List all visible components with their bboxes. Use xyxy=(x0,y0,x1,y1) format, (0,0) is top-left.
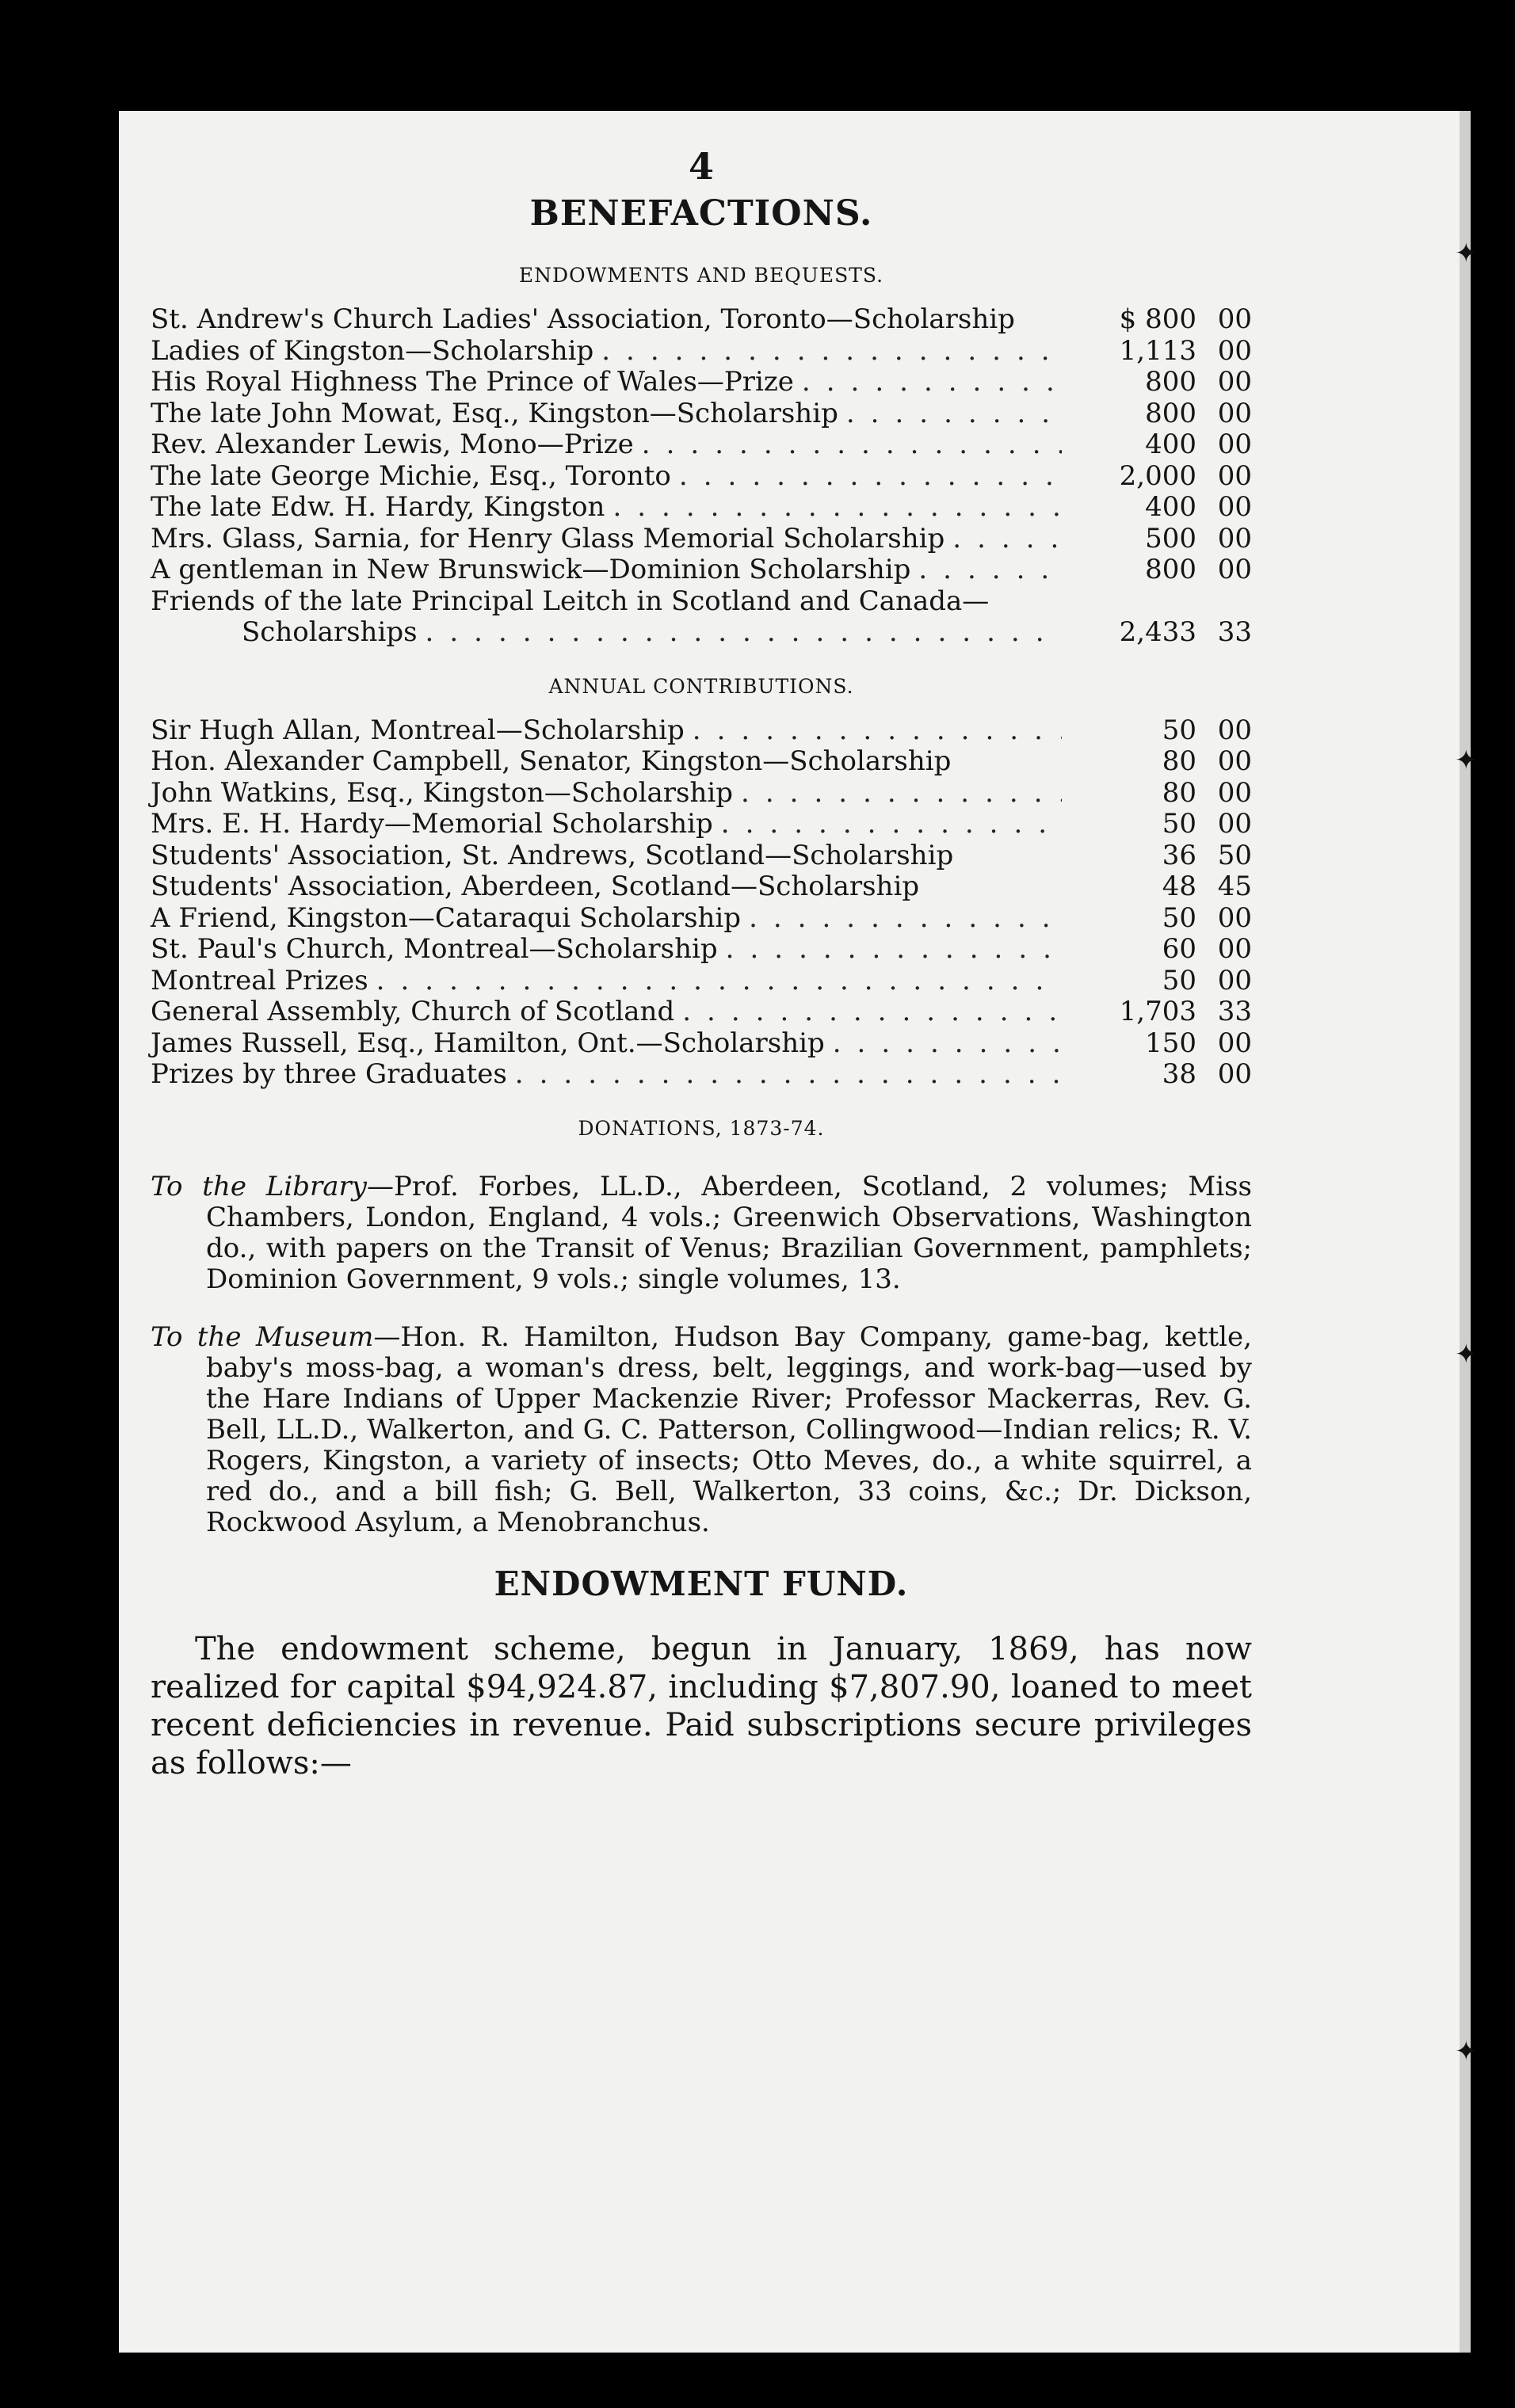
section-heading-donations: DONATIONS, 1873-74. xyxy=(578,1116,825,1140)
row-cents: 00 xyxy=(1217,429,1252,460)
row-cents: 00 xyxy=(1217,554,1252,585)
dot-leader xyxy=(910,554,1062,586)
row-cents: 33 xyxy=(1217,996,1252,1027)
row-amount: 60 xyxy=(1162,933,1196,965)
row-label: Mrs. E. H. Hardy—Memorial Scholarship xyxy=(151,808,713,840)
page-content xyxy=(151,143,1252,1782)
dot-leader xyxy=(741,903,1062,935)
donation-text: —Prof. Forbes, LL.D., Aberdeen, Scotland, 2 volumes; Miss Chambers, London, England, 4 vols.; Greenwich Observations, Washington do., with papers on the Transit of Venus; Brazilian Government, pamphlets; Dominion Government, 9 vols.; single volumes, 13. xyxy=(206,1170,1252,1295)
table-row xyxy=(151,715,1252,747)
table-row xyxy=(151,367,1252,398)
binding-mark-icon: ✦ xyxy=(1455,238,1478,269)
row-cents: 00 xyxy=(1217,933,1252,965)
row-amount: 50 xyxy=(1162,714,1196,746)
row-label: Scholarships xyxy=(242,616,418,648)
dot-leader xyxy=(718,934,1062,966)
row-label: Friends of the late Principal Leitch in Scotland and Canada— xyxy=(151,585,990,617)
row-cents: 00 xyxy=(1217,901,1252,934)
page-title: BENEFACTIONS. xyxy=(529,193,873,234)
row-amount: 48 xyxy=(1162,871,1196,902)
row-cents: 50 xyxy=(1217,839,1252,871)
row-label: A gentleman in New Brunswick—Dominion Scholarship xyxy=(151,554,911,585)
dot-leader xyxy=(507,1059,1062,1091)
row-amount: 38 xyxy=(1162,1058,1196,1090)
table-row xyxy=(151,429,1252,461)
table-row xyxy=(151,336,1252,368)
row-label: The late Edw. H. Hardy, Kingston xyxy=(151,491,605,523)
row-cents: 00 xyxy=(1217,491,1252,523)
annual-contributions-list xyxy=(151,715,1252,1091)
row-amount: 50 xyxy=(1162,964,1196,996)
row-label: His Royal Highness The Prince of Wales—Prize xyxy=(151,366,794,398)
row-amount: 2,000 xyxy=(1119,459,1196,492)
page-gutter-shadow xyxy=(1460,111,1471,2353)
row-amount: 50 xyxy=(1162,901,1196,934)
row-amount: 50 xyxy=(1162,808,1196,840)
donation-paragraph xyxy=(151,1172,1252,1295)
donation-recipient: To the Museum xyxy=(151,1320,374,1353)
table-row xyxy=(151,1028,1252,1060)
dot-leader xyxy=(593,336,1062,368)
row-cents: 00 xyxy=(1217,1058,1252,1090)
table-row xyxy=(151,617,1252,649)
table-row xyxy=(151,903,1252,935)
row-cents: 00 xyxy=(1217,964,1252,996)
table-row xyxy=(151,746,1252,778)
table-row xyxy=(151,398,1252,430)
table-row xyxy=(151,840,1252,872)
row-label: The late George Michie, Esq., Toronto xyxy=(151,459,671,492)
row-amount: 400 xyxy=(1145,429,1196,460)
dot-leader xyxy=(671,461,1062,493)
row-cents: 00 xyxy=(1217,745,1252,777)
row-cents: 00 xyxy=(1217,397,1252,429)
row-label: Sir Hugh Allan, Montreal—Scholarship xyxy=(151,714,685,746)
table-row xyxy=(151,524,1252,555)
row-label: General Assembly, Church of Scotland xyxy=(151,996,675,1027)
row-cents: 00 xyxy=(1217,366,1252,398)
row-label: The late John Mowat, Esq., Kingston—Scholarship xyxy=(151,397,838,429)
table-row xyxy=(151,586,1252,618)
row-cents: 00 xyxy=(1217,714,1252,746)
row-label: Students' Association, St. Andrews, Scotland—Scholarship xyxy=(151,839,954,871)
table-row xyxy=(151,966,1252,997)
donations-list xyxy=(151,1172,1252,1538)
row-amount: 800 xyxy=(1145,554,1196,585)
row-label: St. Paul's Church, Montreal—Scholarship xyxy=(151,933,718,965)
dot-leader xyxy=(634,429,1062,461)
dot-leader xyxy=(713,809,1062,840)
table-row xyxy=(151,934,1252,966)
dot-leader xyxy=(674,996,1062,1028)
row-amount: 800 xyxy=(1145,366,1196,398)
table-row xyxy=(151,809,1252,840)
binding-mark-icon: ✦ xyxy=(1455,745,1478,776)
row-amount: 2,433 xyxy=(1119,616,1196,648)
dot-leader xyxy=(605,492,1062,524)
row-label: Hon. Alexander Campbell, Senator, Kingston—Scholarship xyxy=(151,745,952,777)
dot-leader xyxy=(418,617,1062,649)
row-cents: 00 xyxy=(1217,303,1252,335)
dot-leader xyxy=(368,966,1062,997)
endowment-fund-title: ENDOWMENT FUND. xyxy=(494,1564,909,1603)
table-row xyxy=(151,996,1252,1028)
row-amount: 1,703 xyxy=(1119,996,1196,1027)
row-amount: 80 xyxy=(1162,745,1196,777)
row-label: Rev. Alexander Lewis, Mono—Prize xyxy=(151,429,634,460)
row-cents: 00 xyxy=(1217,522,1252,554)
table-row xyxy=(151,554,1252,586)
row-amount: 1,113 xyxy=(1119,334,1196,367)
row-label: St. Andrew's Church Ladies' Association, Toronto—Scholarship xyxy=(151,303,1015,335)
donation-recipient: To the Library xyxy=(151,1170,367,1202)
row-cents: 00 xyxy=(1217,776,1252,809)
row-label: Mrs. Glass, Sarnia, for Henry Glass Memorial Scholarship xyxy=(151,522,945,554)
table-row xyxy=(151,1059,1252,1091)
row-label: Montreal Prizes xyxy=(151,964,368,996)
row-cents: 33 xyxy=(1217,616,1252,648)
binding-mark-icon: ✦ xyxy=(1455,1339,1478,1370)
row-label: John Watkins, Esq., Kingston—Scholarship xyxy=(151,776,734,809)
row-amount: 150 xyxy=(1145,1027,1196,1059)
dot-leader xyxy=(794,367,1062,398)
table-row xyxy=(151,871,1252,903)
dot-leader xyxy=(825,1028,1062,1060)
row-cents: 00 xyxy=(1217,334,1252,367)
row-cents: 00 xyxy=(1217,459,1252,492)
endowment-fund-paragraph: The endowment scheme, begun in January, 1869, has now realized for capital $94,924.87, including $7,807.90, loaned to meet recent deficiencies in revenue. Paid subscriptions secure privileges as follows:— xyxy=(151,1630,1252,1781)
table-row xyxy=(151,304,1252,336)
row-amount: 80 xyxy=(1162,776,1196,809)
row-label: James Russell, Esq., Hamilton, Ont.—Scholarship xyxy=(151,1027,825,1059)
row-cents: 00 xyxy=(1217,808,1252,840)
endowments-list xyxy=(151,304,1252,649)
donation-paragraph xyxy=(151,1322,1252,1538)
row-amount: 400 xyxy=(1145,491,1196,523)
donation-text: —Hon. R. Hamilton, Hudson Bay Company, game-bag, kettle, baby's moss-bag, a woman's dress, belt, leggings, and work-bag—used by the Hare Indians of Upper Mackenzie River; Professor Mackerras, Rev. G. Bell, LL.D., Walkerton, and G. C. Patterson, Collingwood—Indian relics; R. V. Rogers, Kingston, a variety of insects; Otto Meves, do., a white squirrel, a red do., and a bill fish; G. Bell, Walkerton, 33 coins, &c.; Dr. Dickson, Rockwood Asylum, a Menobranchus. xyxy=(206,1320,1252,1538)
table-row xyxy=(151,461,1252,493)
dot-leader xyxy=(838,398,1062,430)
table-row xyxy=(151,492,1252,524)
section-heading-annual: ANNUAL CONTRIBUTIONS. xyxy=(548,674,854,698)
binding-mark-icon: ✦ xyxy=(1455,2036,1478,2067)
table-row xyxy=(151,778,1252,810)
section-heading-endowments: ENDOWMENTS AND BEQUESTS. xyxy=(518,264,884,287)
dot-leader xyxy=(685,715,1062,747)
row-amount: 36 xyxy=(1162,839,1196,871)
dot-leader xyxy=(733,778,1062,810)
row-label: Prizes by three Graduates xyxy=(151,1058,507,1090)
row-amount: 800 xyxy=(1145,397,1196,429)
dot-leader xyxy=(944,524,1062,555)
row-cents: 45 xyxy=(1217,871,1252,902)
page-number: 4 xyxy=(688,145,714,188)
row-label: Students' Association, Aberdeen, Scotland—Scholarship xyxy=(151,871,920,902)
row-amount: $ 800 xyxy=(1119,303,1196,335)
row-label: A Friend, Kingston—Cataraqui Scholarship xyxy=(151,901,742,934)
row-cents: 00 xyxy=(1217,1027,1252,1059)
row-amount: 500 xyxy=(1145,522,1196,554)
row-label: Ladies of Kingston—Scholarship xyxy=(151,334,594,367)
